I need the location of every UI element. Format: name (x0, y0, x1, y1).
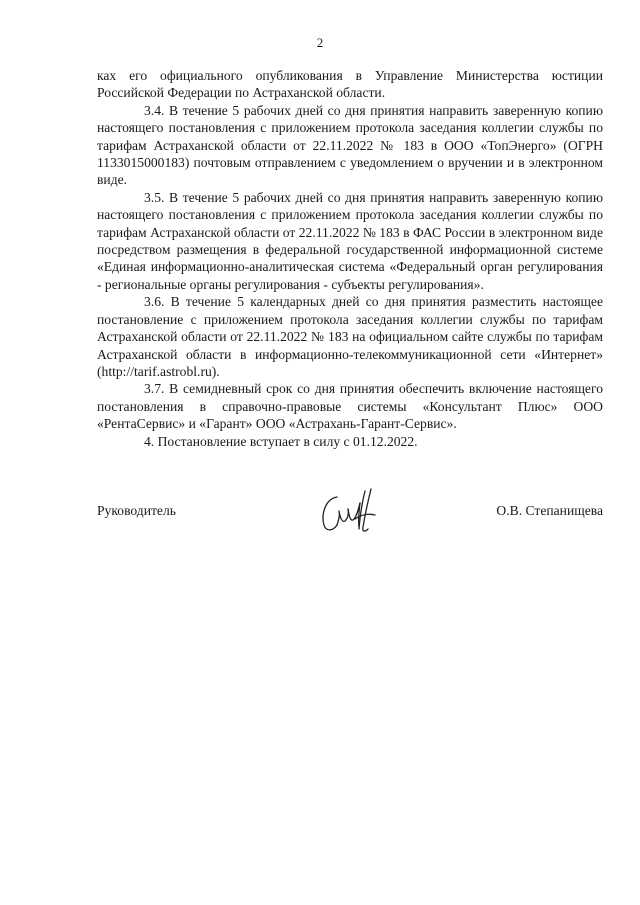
signatory-name: О.В. Степанищева (496, 503, 603, 518)
paragraph-continuation: ках его официального опубликования в Управление Министерства юстиции Российской Федерации по Астраханской области. (97, 68, 603, 101)
handwritten-signature (315, 485, 385, 543)
signatory-title: Руководитель (97, 503, 176, 518)
paragraph-4: 4. Постановление вступает в силу с 01.12.2022. (144, 433, 418, 449)
paragraph-3-5: 3.5. В течение 5 рабочих дней со дня принятия направить заверенную копию настоящего постановления с приложением протокола заседания коллегии службы по тарифам Астраханской области от 22.11.2022 № 183 в ФАС России в электронном виде посредством размещения в федеральной государственной информационной системе «Единая информационно-аналитическая система «Федеральный орган регулирования - региональные органы регулирования - субъекты регулирования». (97, 189, 603, 292)
paragraph-3-7: 3.7. В семидневный срок со дня принятия обеспечить включение настоящего постановления в справочно-правовые системы «Консультант Плюс» ООО «РентаСервис» и «Гарант» ООО «Астрахань-Гарант-Сервис». (97, 381, 603, 432)
page-number: 2 (316, 35, 324, 50)
signature-block (97, 485, 603, 555)
document-body (97, 67, 603, 450)
paragraph-3-6: 3.6. В течение 5 календарных дней со дня принятия разместить настоящее постановление с приложением протокола заседания коллегии службы по тарифам Астраханской области от 22.11.2022 № 183 на официальном сайте службы по тарифам Астраханской области в информационно-телекоммуникационной сети «Интернет» (http://tarif.astrobl.ru). (97, 294, 603, 379)
paragraph-3-4: 3.4. В течение 5 рабочих дней со дня принятия направить заверенную копию настоящего постановления с приложением протокола заседания коллегии службы по тарифам Астраханской области от 22.11.2022 № 183 в ООО «ТопЭнерго» (ОГРН 1133015000183) почтовым отправлением с уведомлением о вручении и в электронном виде. (97, 102, 603, 188)
